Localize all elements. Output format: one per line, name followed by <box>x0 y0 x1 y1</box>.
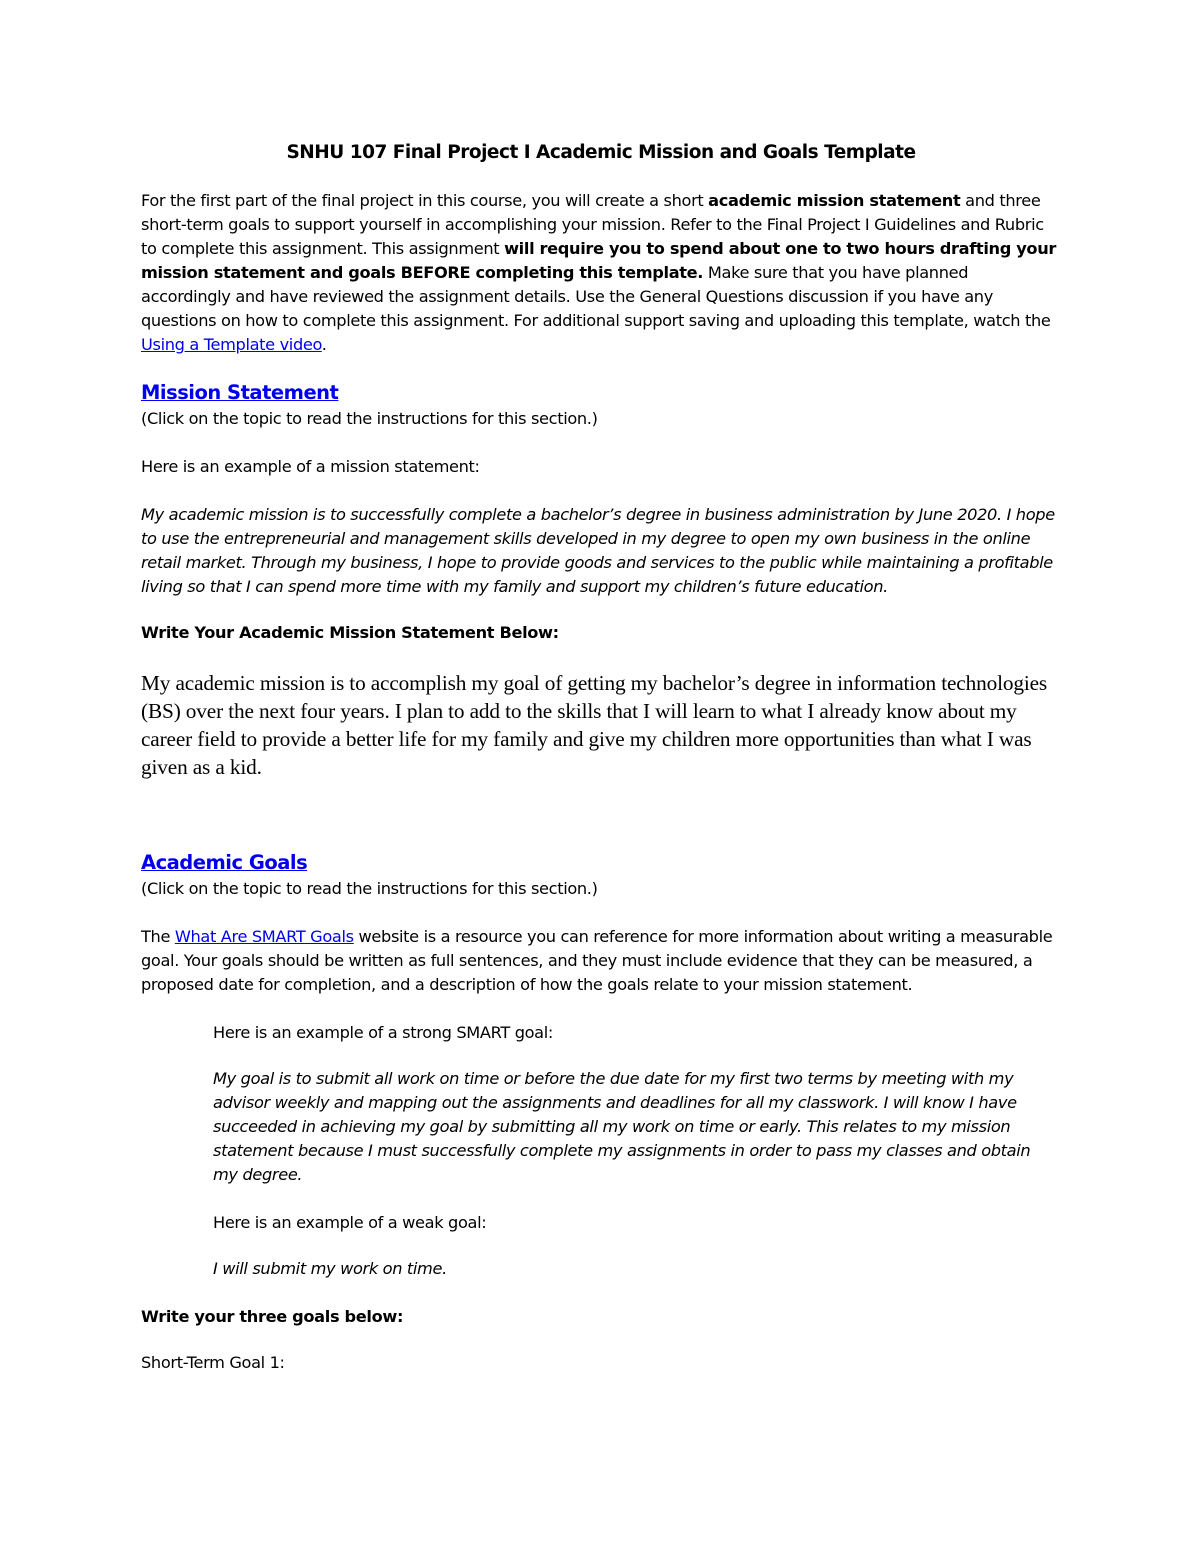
intro-bold-1: academic mission statement <box>708 191 961 210</box>
academic-goals-heading-link[interactable]: Academic Goals <box>141 851 308 874</box>
smart-desc-pre: The <box>141 927 175 946</box>
document-title: SNHU 107 Final Project I Academic Mission and Goals Template <box>286 142 916 163</box>
intro-text-4: . <box>321 335 327 354</box>
smart-goals-description <box>141 925 1061 997</box>
smart-goals-link[interactable]: What Are SMART Goals <box>174 927 354 946</box>
mission-click-note: (Click on the topic to read the instructions for this section.) <box>141 409 598 428</box>
intro-bold-2: will require you to spend about one to two hours drafting your mission statement and goals BEFORE completing this template. <box>141 239 1056 282</box>
mission-example-text: My academic mission is to successfully complete a bachelor’s degree in business administration by June 2020. I hope to use the entrepreneurial and management skills developed in my degree to open my own business in the online retail market. Through my business, I hope to provide goods and services to the public while maintaining a profitable living so that I can spend more time with my family and support my children’s future education. <box>141 505 1055 596</box>
goals-click-note: (Click on the topic to read the instructions for this section.) <box>141 879 598 898</box>
intro-text-2: and three short-term goals to support yourself in accomplishing your mission. Refer to the Final Project I Guidelines and Rubric to complete this assignment. This assignment <box>141 191 1044 258</box>
weak-goal-label: Here is an example of a weak goal: <box>213 1213 487 1232</box>
intro-text-1: For the first part of the final project in this course, you will create a short <box>141 191 709 210</box>
short-term-goal-1-label: Short-Term Goal 1: <box>141 1353 285 1372</box>
goals-prompt: Write your three goals below: <box>141 1307 404 1326</box>
template-video-link[interactable]: Using a Template video <box>141 335 322 354</box>
strong-goal-example: My goal is to submit all work on time or before the due date for my first two terms by meeting with my advisor weekly and mapping out the assignments and deadlines for all my classwork. I will know I have succeeded in achieving my goal by submitting all my work on time or early. This relates to my mission statement because I must successfully complete my assignments in order to pass my classes and obtain my degree. <box>213 1069 1031 1184</box>
smart-desc-post: website is a resource you can reference for more information about writing a measurable goal. Your goals should be written as full sentences, and they must include evidence that they can be measured, a proposed date for completion, and a description of how the goals relate to your mission statement. <box>141 927 1053 994</box>
document-page <box>141 139 1061 1375</box>
intro-text-3: Make sure that you have planned accordingly and have reviewed the assignment details. Use the General Questions discussion if you have any questions on how to complete this assignment. For additional support saving and uploading this template, watch the <box>141 263 1051 330</box>
mission-answer[interactable]: My academic mission is to accomplish my goal of getting my bachelor’s degree in information technologies (BS) over the next four years. I plan to add to the skills that I will learn to what I already know about my career field to provide a better life for my family and give my children more opportunities than what I was given as a kid. <box>141 671 1048 779</box>
mission-prompt: Write Your Academic Mission Statement Below: <box>141 623 559 642</box>
mission-statement-heading-link[interactable]: Mission Statement <box>141 381 339 404</box>
intro-paragraph <box>141 189 1061 357</box>
strong-goal-label: Here is an example of a strong SMART goal: <box>213 1023 554 1042</box>
mission-example-label: Here is an example of a mission statement: <box>141 457 480 476</box>
weak-goal-example: I will submit my work on time. <box>213 1259 447 1278</box>
